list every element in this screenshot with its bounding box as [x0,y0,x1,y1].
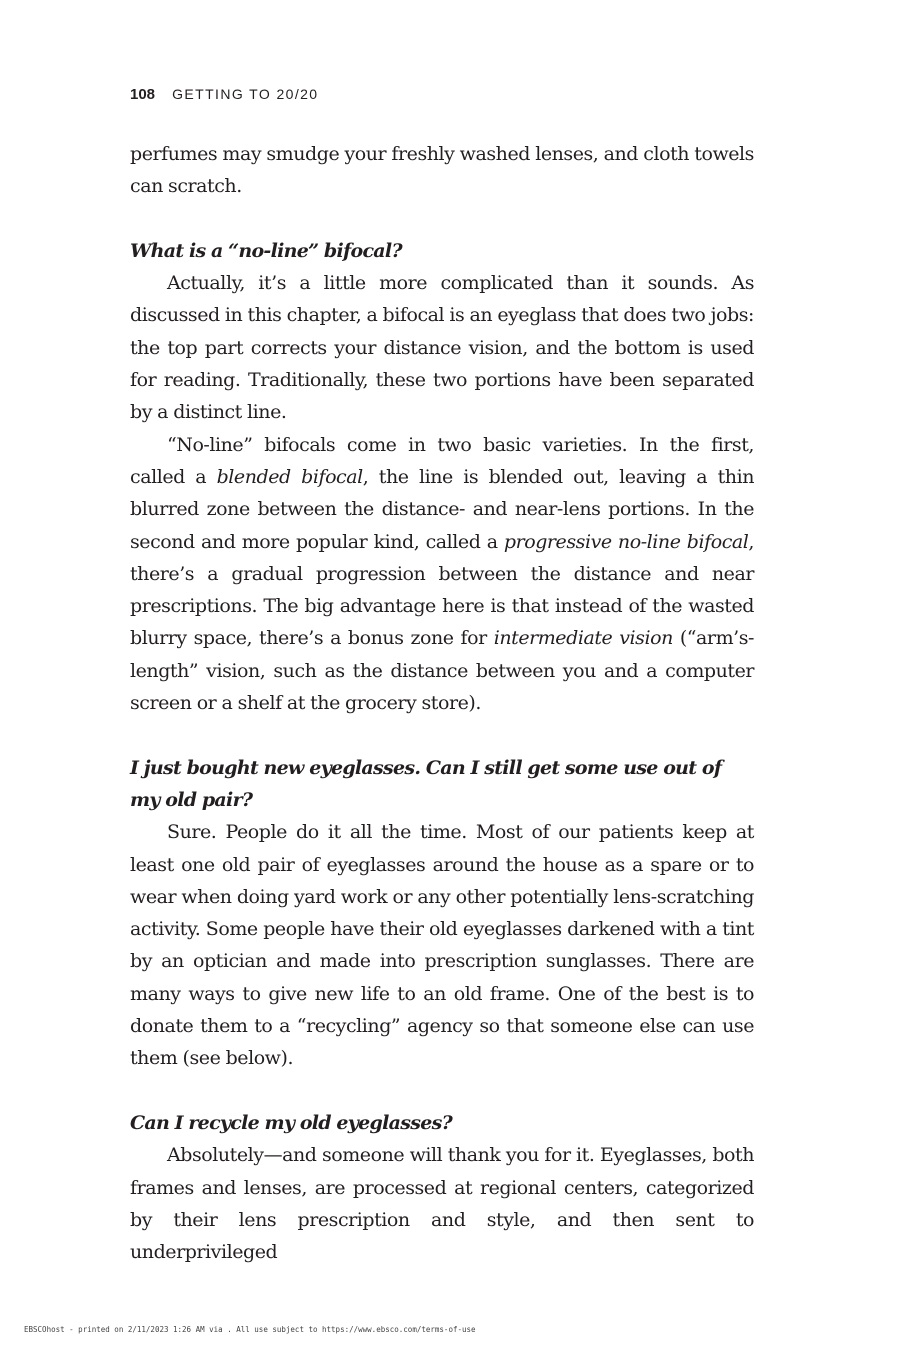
paragraph-text: , the line is blended out, leaving a thin blurred zone between the distance- and near-lens portions. In the second and more popular kind, called a [130,465,755,553]
question-heading-recycle-eyeglasses: Can I recycle my old eyeglasses? [130,1111,453,1134]
paragraph-text: (“arm’s-length” vision, such as the distance between you and a computer screen or a shelf at the grocery store). [130,627,754,715]
answer-paragraph: Sure. People do it all the time. Most of our patients keep at least one old pair of eyeglasses around the house as a spare or to wear when doing yard work or any other potentially lens-scratching activity. Some people have their old eyeglasses darkened with a tint by an optician and made into prescription sunglasses. There are many ways to give new life to an old frame. One of the best is to donate them to a “recycling” agency so that someone else can use them (see below). [130,821,754,1070]
running-head [130,84,318,105]
emphasized-term: progressive no-line bifocal [503,530,749,553]
page-body [130,138,754,1268]
answer-paragraph [130,429,754,720]
paragraph-text: , there’s a gradual progression between the distance and near prescriptions. The big advantage here is that instead of the wasted blurry space, there’s a bonus zone for [130,530,754,650]
continued-paragraph: perfumes may smudge your freshly washed lenses, and cloth towels can scratch. [130,143,754,198]
paragraph-text: “No-line” bifocals come in two basic varieties. In the first, called a [130,433,754,488]
page-number: 108 [130,86,156,103]
print-footer: EBSCOhost - printed on 2/11/2023 1:26 AM via . All use subject to https://www.ebsco.com/terms-of-use [24,1325,476,1334]
answer-paragraph: Absolutely—and someone will thank you for it. Eyeglasses, both frames and lenses, are processed at regional centers, categorized by their lens prescription and style, and then sent to underprivileged [130,1144,754,1264]
question-heading-no-line-bifocal: What is a “no-line” bifocal? [130,239,402,262]
answer-paragraph: Actually, it’s a little more complicated than it sounds. As discussed in this chapter, a bifocal is an eyeglass that does two jobs: the top part corrects your distance vision, and the bottom is used for reading. Traditionally, these two portions have been separated by a distinct line. [130,272,754,424]
emphasized-term: blended bifocal [216,465,363,488]
question-heading-old-eyeglasses: I just bought new eyeglasses. Can I still get some use out of my old pair? [130,756,722,811]
emphasized-term: intermediate vision [493,627,673,650]
running-title: GETTING TO 20/20 [172,86,319,102]
